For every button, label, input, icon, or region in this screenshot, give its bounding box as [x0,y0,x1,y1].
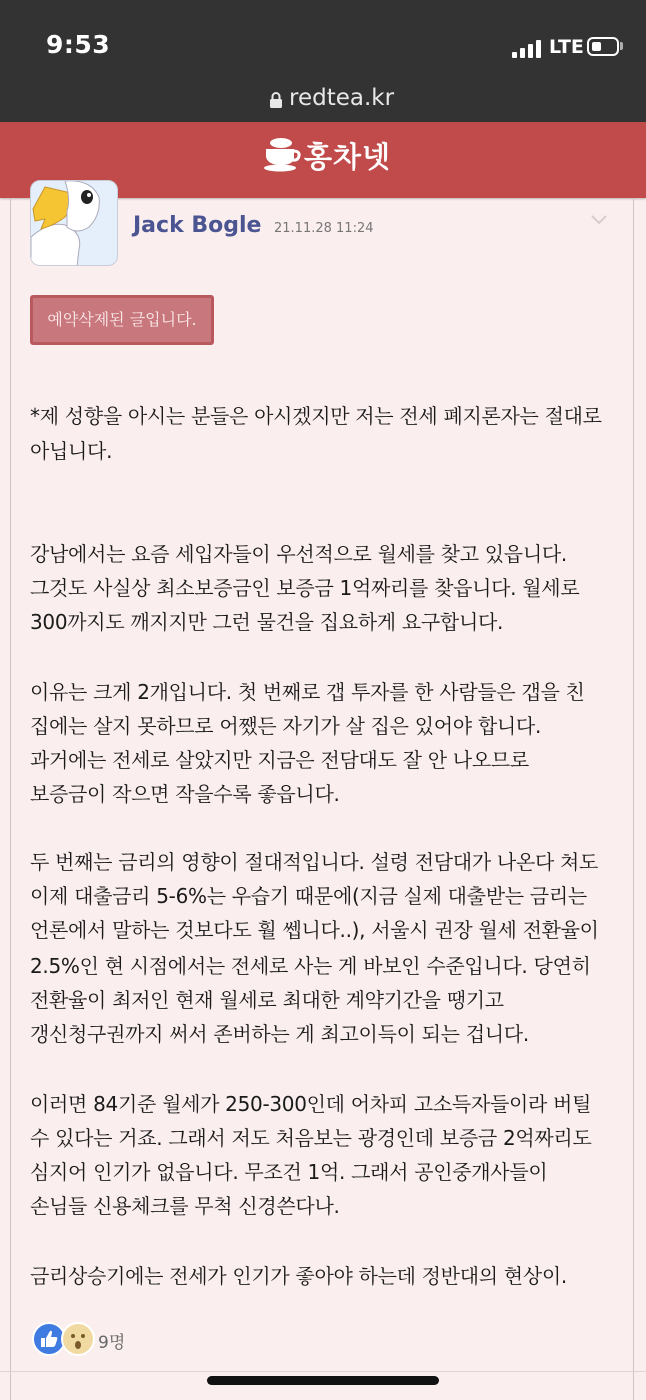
chevron-down-icon[interactable] [590,214,608,226]
post-body-line: 300까지도 깨지지만 그런 물건을 집요하게 요구합니다. [30,610,504,634]
status-time: 9:53 [46,30,111,59]
post-body-line: 아닙니다. [30,439,113,463]
post-timestamp: 21.11.28 11:24 [274,221,374,236]
browser-url-bar[interactable] [0,80,646,122]
post-body-line: 강남에서는 요즘 세입자들이 우선적으로 월세를 찾고 있읍니다. [30,542,567,566]
post-body-line: 금리상승기에는 전세가 인기가 좋아야 하는데 정반대의 현상이. [30,1264,567,1288]
avatar[interactable] [30,180,118,266]
site-logo[interactable]: 홍차넷 [304,140,392,174]
author-name[interactable]: Jack Bogle [133,213,262,238]
lock-icon [269,91,283,109]
post-body-line: 보증금이 작으면 작을수록 좋읍니다. [30,782,340,806]
reaction-count: 9명 [98,1333,126,1353]
post-body-line: 이러면 84기준 월세가 250-300인데 어차피 고소득자들이라 버틸 [30,1092,592,1116]
surprised-face-icon [61,1322,95,1356]
battery-icon [587,37,619,56]
post-body-line: 이유는 크게 2개입니다. 첫 번째로 갭 투자를 한 사람들은 갭을 친 [30,680,585,704]
network-label: LTE [549,36,584,58]
post-body-line: *제 성향을 아시는 분들은 아시겠지만 저는 전세 폐지론자는 절대로 [30,404,602,428]
home-indicator[interactable] [207,1376,439,1385]
post-body-line: 갱신청구권까지 써서 존버하는 게 최고이득이 되는 겁니다. [30,1022,529,1046]
url-text: redtea.kr [289,85,395,111]
post-body-line: 손님들 신용체크를 무척 신경쓴다나. [30,1194,340,1218]
post-body-line: 언론에서 말하는 것보다도 훨 쎕니다..), 서울시 권장 월세 전환율이 [30,918,599,942]
signal-icon [512,38,544,58]
eagle-avatar-icon [31,181,118,266]
teacup-icon[interactable] [261,134,301,174]
post-body-line: 이제 대출금리 5-6%는 우습기 때문에(지금 실제 대출받는 금리는 [30,884,587,908]
post-body-line: 심지어 인기가 없읍니다. 무조건 1억. 그래서 공인중개사들이 [30,1160,548,1184]
post-body-line: 과거에는 전세로 살았지만 지금은 전담대도 잘 안 나오므로 [30,748,529,772]
post-body-line: 2.5%인 현 시점에서는 전세로 사는 게 바보인 수준입니다. 당연히 [30,954,591,978]
deleted-notice-badge: 예약삭제된 글입니다. [30,295,214,345]
post-body-line: 집에는 살지 못하므로 어쨌든 자기가 살 집은 있어야 합니다. [30,714,541,738]
status-bar [0,0,646,80]
post-body-line: 수 있다는 거죠. 그래서 저도 처음보는 광경인데 보증금 2억짜리도 [30,1126,592,1150]
post-body-line: 전환율이 최저인 현재 월세로 최대한 계약기간을 땡기고 [30,988,504,1012]
reaction-summary[interactable] [32,1322,172,1358]
divider [0,1371,646,1372]
post-body-line: 두 번째는 금리의 영향이 절대적입니다. 설령 전담대가 나온다 쳐도 [30,850,599,874]
post-body-line: 그것도 사실상 최소보증금인 보증금 1억짜리를 찾읍니다. 월세로 [30,576,580,600]
